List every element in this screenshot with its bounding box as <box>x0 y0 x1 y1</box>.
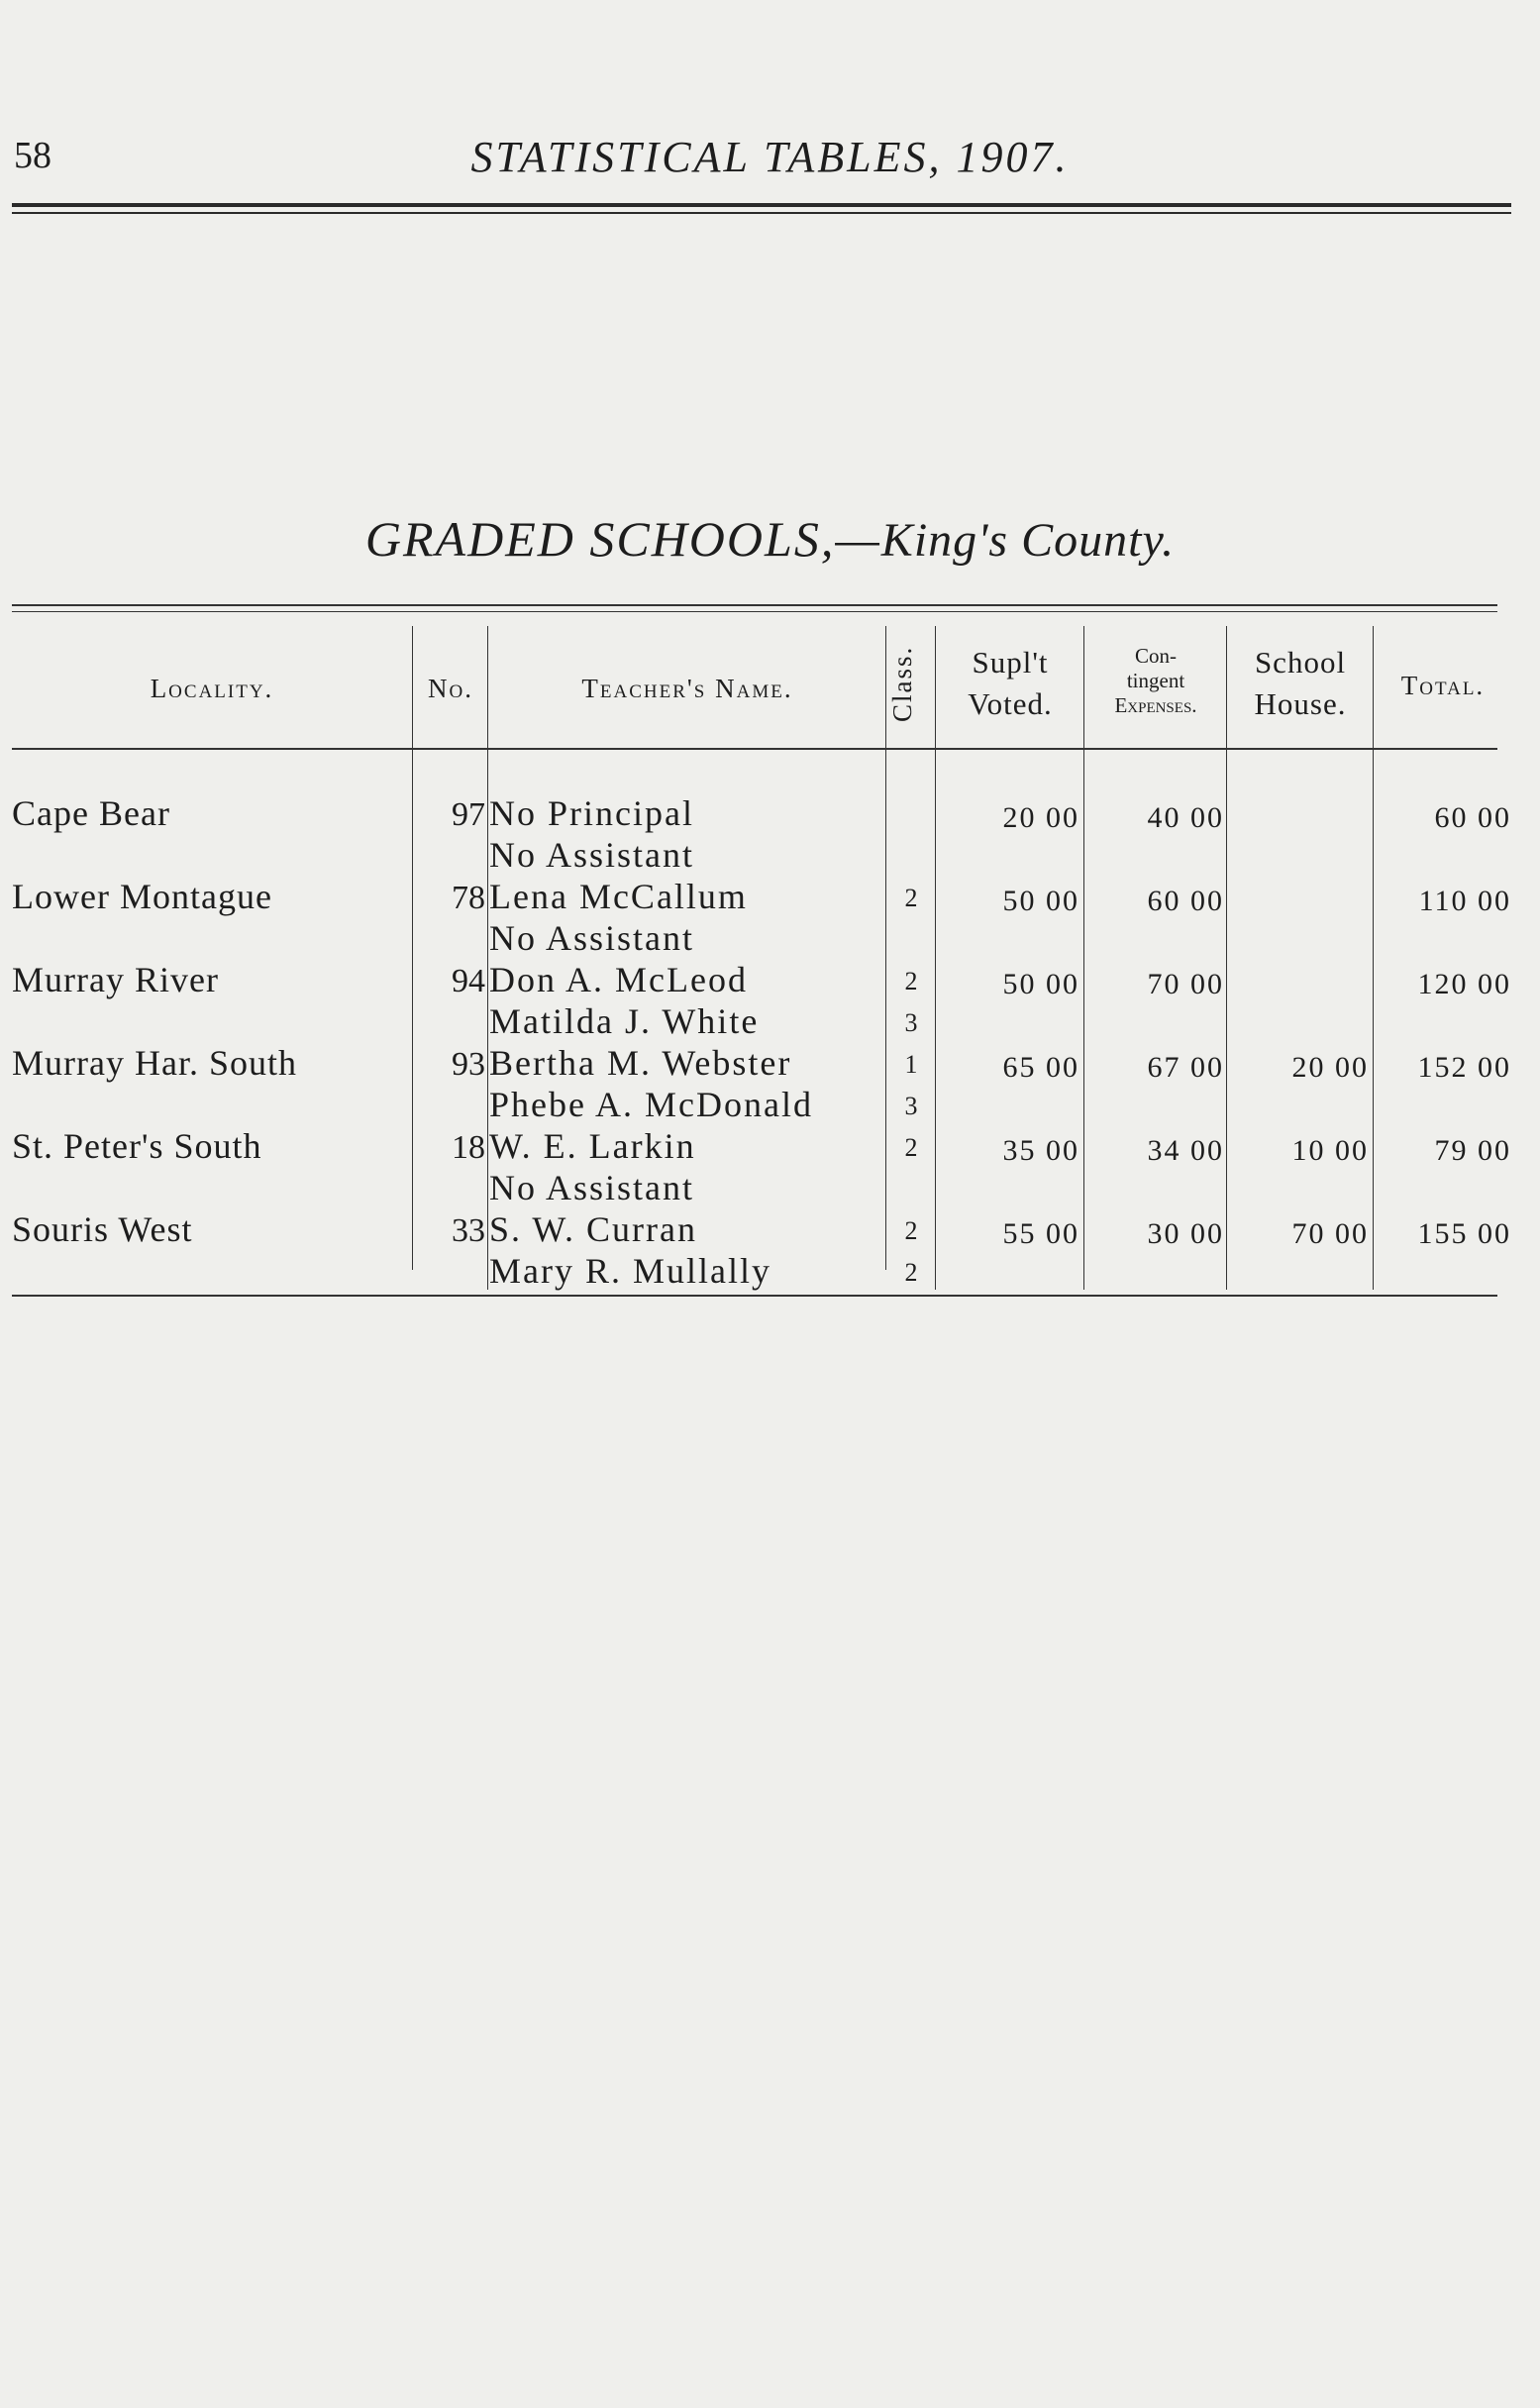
row-number: 94 <box>452 963 485 999</box>
row-class-principal: 2 <box>904 1216 918 1245</box>
row-total: 110 00 <box>1418 885 1511 917</box>
header-cont-line1: Con- <box>1135 644 1177 668</box>
section-title-main: GRADED SCHOOLS,— <box>364 511 881 567</box>
table-top-rule-thin <box>12 611 1497 612</box>
row-locality: Murray River <box>12 960 219 999</box>
row-assistant: Matilda J. White <box>489 1001 760 1041</box>
column-divider <box>1226 626 1227 1290</box>
row-supl-voted: 35 00 <box>1002 1134 1079 1167</box>
row-number: 97 <box>452 796 485 833</box>
header-teacher: Teacher's Name. <box>581 674 793 703</box>
row-principal: Bertha M. Webster <box>489 1043 792 1083</box>
row-number: 78 <box>452 880 485 916</box>
row-contingent: 34 00 <box>1147 1134 1224 1167</box>
row-number: 18 <box>452 1129 485 1166</box>
row-supl-voted: 55 00 <box>1002 1217 1079 1250</box>
row-class-assistant: 2 <box>904 1258 918 1287</box>
page-number: 58 <box>14 135 51 176</box>
header-no: No. <box>428 674 473 703</box>
row-principal: No Principal <box>489 793 694 833</box>
table-bottom-rule <box>12 1295 1497 1297</box>
row-class-principal: 2 <box>904 967 918 995</box>
header-total: Total. <box>1400 671 1486 700</box>
header-cont-line2: tingent <box>1126 669 1185 692</box>
row-assistant: No Assistant <box>489 1168 695 1207</box>
row-assistant: Mary R. Mullally <box>489 1251 771 1291</box>
header-rule-thin <box>12 212 1511 214</box>
row-supl-voted: 50 00 <box>1002 885 1079 917</box>
section-title <box>0 510 1540 568</box>
header-supl-line2: Voted. <box>968 686 1053 721</box>
row-contingent: 60 00 <box>1147 885 1224 917</box>
row-class-assistant: 3 <box>904 1092 918 1120</box>
row-class-principal: 2 <box>904 1133 918 1162</box>
column-divider <box>885 626 886 1270</box>
row-principal: Lena McCallum <box>489 877 748 916</box>
row-principal: W. E. Larkin <box>489 1126 696 1166</box>
table-top-rule <box>12 604 1497 606</box>
row-assistant: No Assistant <box>489 918 695 958</box>
row-contingent: 40 00 <box>1147 801 1224 834</box>
row-supl-voted: 20 00 <box>1002 801 1079 834</box>
row-locality: St. Peter's South <box>12 1126 262 1166</box>
row-total: 60 00 <box>1434 801 1511 834</box>
row-assistant: No Assistant <box>489 835 695 875</box>
column-divider <box>935 626 936 1290</box>
row-contingent: 70 00 <box>1147 968 1224 1000</box>
header-rule-thick <box>12 203 1511 207</box>
row-number: 93 <box>452 1046 485 1083</box>
row-school-house: 20 00 <box>1291 1051 1369 1084</box>
row-locality: Souris West <box>12 1209 193 1249</box>
section-title-county: King's County. <box>880 514 1176 567</box>
table-header-rule <box>12 748 1497 750</box>
row-contingent: 30 00 <box>1147 1217 1224 1250</box>
row-locality: Cape Bear <box>12 793 170 833</box>
header-house-line1: School <box>1254 645 1347 680</box>
column-divider <box>487 626 488 1290</box>
header-cont-line3: Expenses. <box>1114 693 1197 717</box>
row-total: 152 00 <box>1417 1051 1511 1084</box>
row-locality: Lower Montague <box>12 877 272 916</box>
header-supl-line1: Supl't <box>972 645 1049 680</box>
row-school-house: 10 00 <box>1291 1134 1369 1167</box>
row-school-house: 70 00 <box>1291 1217 1369 1250</box>
row-total: 79 00 <box>1434 1134 1511 1167</box>
row-total: 120 00 <box>1417 968 1511 1000</box>
column-divider <box>1373 626 1374 1290</box>
row-class-principal: 2 <box>904 884 918 912</box>
row-locality: Murray Har. South <box>12 1043 297 1083</box>
header-class: Class. <box>887 645 917 722</box>
row-number: 33 <box>452 1212 485 1249</box>
row-supl-voted: 65 00 <box>1002 1051 1079 1084</box>
row-assistant: Phebe A. McDonald <box>489 1085 813 1124</box>
row-contingent: 67 00 <box>1147 1051 1224 1084</box>
row-class-assistant: 3 <box>904 1008 918 1037</box>
row-total: 155 00 <box>1417 1217 1511 1250</box>
running-head: STATISTICAL TABLES, 1907. <box>470 133 1070 181</box>
row-supl-voted: 50 00 <box>1002 968 1079 1000</box>
column-divider <box>1083 626 1084 1290</box>
row-principal: Don A. McLeod <box>489 960 748 999</box>
header-house-line2: House. <box>1254 686 1347 721</box>
column-divider <box>412 626 413 1270</box>
row-principal: S. W. Curran <box>489 1209 698 1249</box>
row-class-principal: 1 <box>904 1050 918 1079</box>
header-locality: Locality. <box>150 674 274 703</box>
